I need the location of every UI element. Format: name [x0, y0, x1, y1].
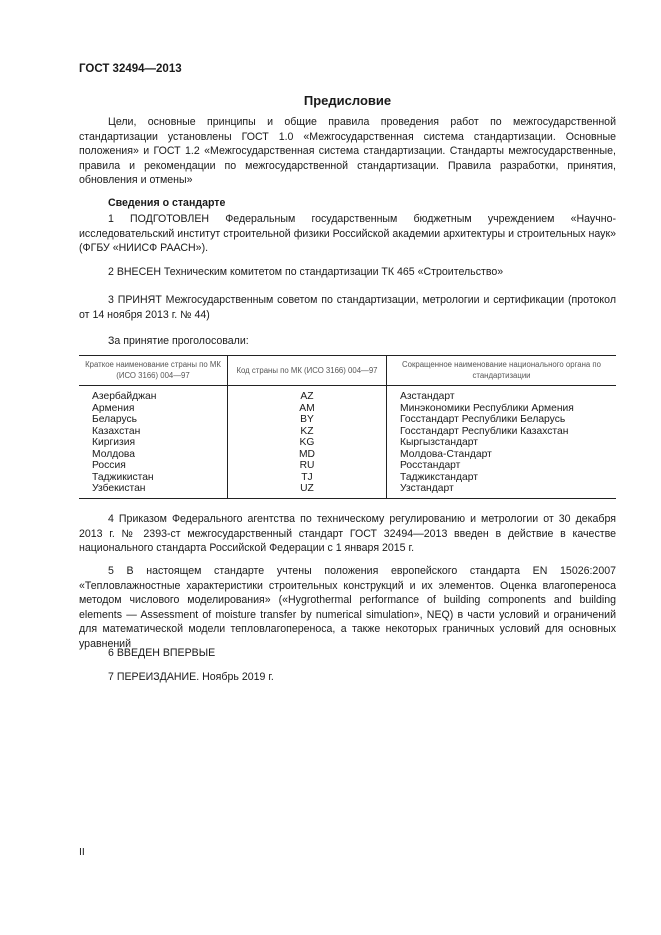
- col-header-country: Краткое наименование страны по МК (ИСО 3166) 004—97: [79, 356, 228, 386]
- page-title: Предисловие: [303, 93, 392, 108]
- country-code: AZ: [228, 386, 387, 403]
- country-code: KG: [228, 437, 387, 449]
- item-prepared-text: 1 ПОДГОТОВЛЕН Федеральным государственным бюджетным учреждением «Научно-исследовательский институт строительной физики Российской академии архитектуры и строительных наук» (ФГБУ «НИИСФ РААСН»).: [79, 213, 616, 255]
- table-row: [79, 437, 616, 449]
- country-code: TJ: [228, 472, 387, 484]
- page-number: II: [79, 846, 85, 858]
- item-prepared: [79, 212, 616, 256]
- country-code: BY: [228, 414, 387, 426]
- table-row: [79, 460, 616, 472]
- standards-body: Минэкономики Республики Армения: [387, 403, 617, 415]
- info-heading: Сведения о стандарте: [108, 197, 226, 209]
- item-first-text: 6 ВВЕДЕН ВПЕРВЫЕ: [108, 647, 216, 659]
- item-european-text: 5 В настоящем стандарте учтены положения европейского стандарта EN 15026:2007 «Тепловлажностные характеристики строительных конструкций и их элементов. Оценка влагопереноса методом числового моделирования» («Hygrothermal performance of building components and building elements — Assessment of moisture transfer by numerical simulation», NEQ) в части условий и ограничений для математической модели тепловлагопереноса, а также некоторых граничных условий для основных уравнений: [79, 565, 616, 650]
- col-header-code: Код страны по МК (ИСО 3166) 004—97: [228, 356, 387, 386]
- item-first: [79, 646, 616, 661]
- standards-body: Таджикстандарт: [387, 472, 617, 484]
- country-name: Молдова: [92, 448, 136, 460]
- table-row: [79, 472, 616, 484]
- item-introduced-text: 2 ВНЕСЕН Техническим комитетом по стандартизации ТК 465 «Строительство»: [108, 266, 504, 278]
- standards-body: Госстандарт Республики Казахстан: [387, 426, 617, 438]
- item-reissue: [79, 670, 616, 685]
- country-name: Киргизия: [92, 437, 136, 448]
- standards-body: Госстандарт Республики Беларусь: [387, 414, 617, 426]
- standards-body: Кыргызстандарт: [387, 437, 617, 449]
- table-header-row: [79, 356, 616, 386]
- item-order: [79, 512, 616, 556]
- country-name: Казахстан: [92, 425, 141, 437]
- item-adopted: [79, 293, 616, 322]
- table-row: [79, 386, 616, 403]
- country-code: AM: [228, 403, 387, 415]
- country-code: UZ: [228, 483, 387, 498]
- country-name: Беларусь: [92, 414, 138, 425]
- voted-intro-text: За принятие проголосовали:: [108, 335, 249, 347]
- table-row: [79, 403, 616, 415]
- country-code: KZ: [228, 426, 387, 438]
- table-row: [79, 483, 616, 498]
- item-order-text: 4 Приказом Федерального агентства по техническому регулированию и метрологии от 30 декабря 2013 г. № 2393-ст межгосударственный стандарт ГОСТ 32494—2013 введен в действие в качестве национального стандарта Российской Федерации с 1 января 2015 г.: [79, 513, 616, 555]
- table-row: [79, 449, 616, 461]
- item-adopted-text: 3 ПРИНЯТ Межгосударственным советом по стандартизации, метрологии и сертификации (протокол от 14 ноября 2013 г. № 44): [79, 294, 616, 321]
- item-european: [79, 564, 616, 652]
- country-name: Армения: [92, 402, 135, 414]
- standards-body: Узстандарт: [387, 483, 617, 498]
- country-code: MD: [228, 449, 387, 461]
- voted-intro: [79, 334, 616, 349]
- voting-table: [79, 355, 616, 499]
- table-row: [79, 426, 616, 438]
- country-name: Россия: [92, 460, 126, 471]
- country-name: Таджикистан: [92, 471, 154, 483]
- col-header-body: Сокращенное наименование национального органа по стандартизации: [387, 356, 617, 386]
- table-row: [79, 414, 616, 426]
- standards-body: Росстандарт: [387, 460, 617, 472]
- country-name: Узбекистан: [79, 483, 228, 498]
- intro-text: Цели, основные принципы и общие правила проведения работ по межгосударственной стандартизации установлены ГОСТ 1.0 «Межгосударственная система стандартизации. Основные положения» и ГОСТ 1.2 «Межгосударственная система стандартизации. Стандарты межгосударственные, правила и рекомендации по межгосударственной стандартизации. Правила разработки, принятия, обновления и отмены»: [79, 116, 616, 187]
- intro-paragraph: [79, 115, 616, 188]
- document-id: ГОСТ 32494—2013: [79, 63, 182, 75]
- item-introduced: [79, 265, 616, 280]
- country-name: Азербайджан: [92, 391, 157, 402]
- standards-body: Азстандарт: [387, 386, 617, 403]
- country-code: RU: [228, 460, 387, 472]
- standards-body: Молдова-Стандарт: [387, 449, 617, 461]
- item-reissue-text: 7 ПЕРЕИЗДАНИЕ. Ноябрь 2019 г.: [108, 671, 274, 683]
